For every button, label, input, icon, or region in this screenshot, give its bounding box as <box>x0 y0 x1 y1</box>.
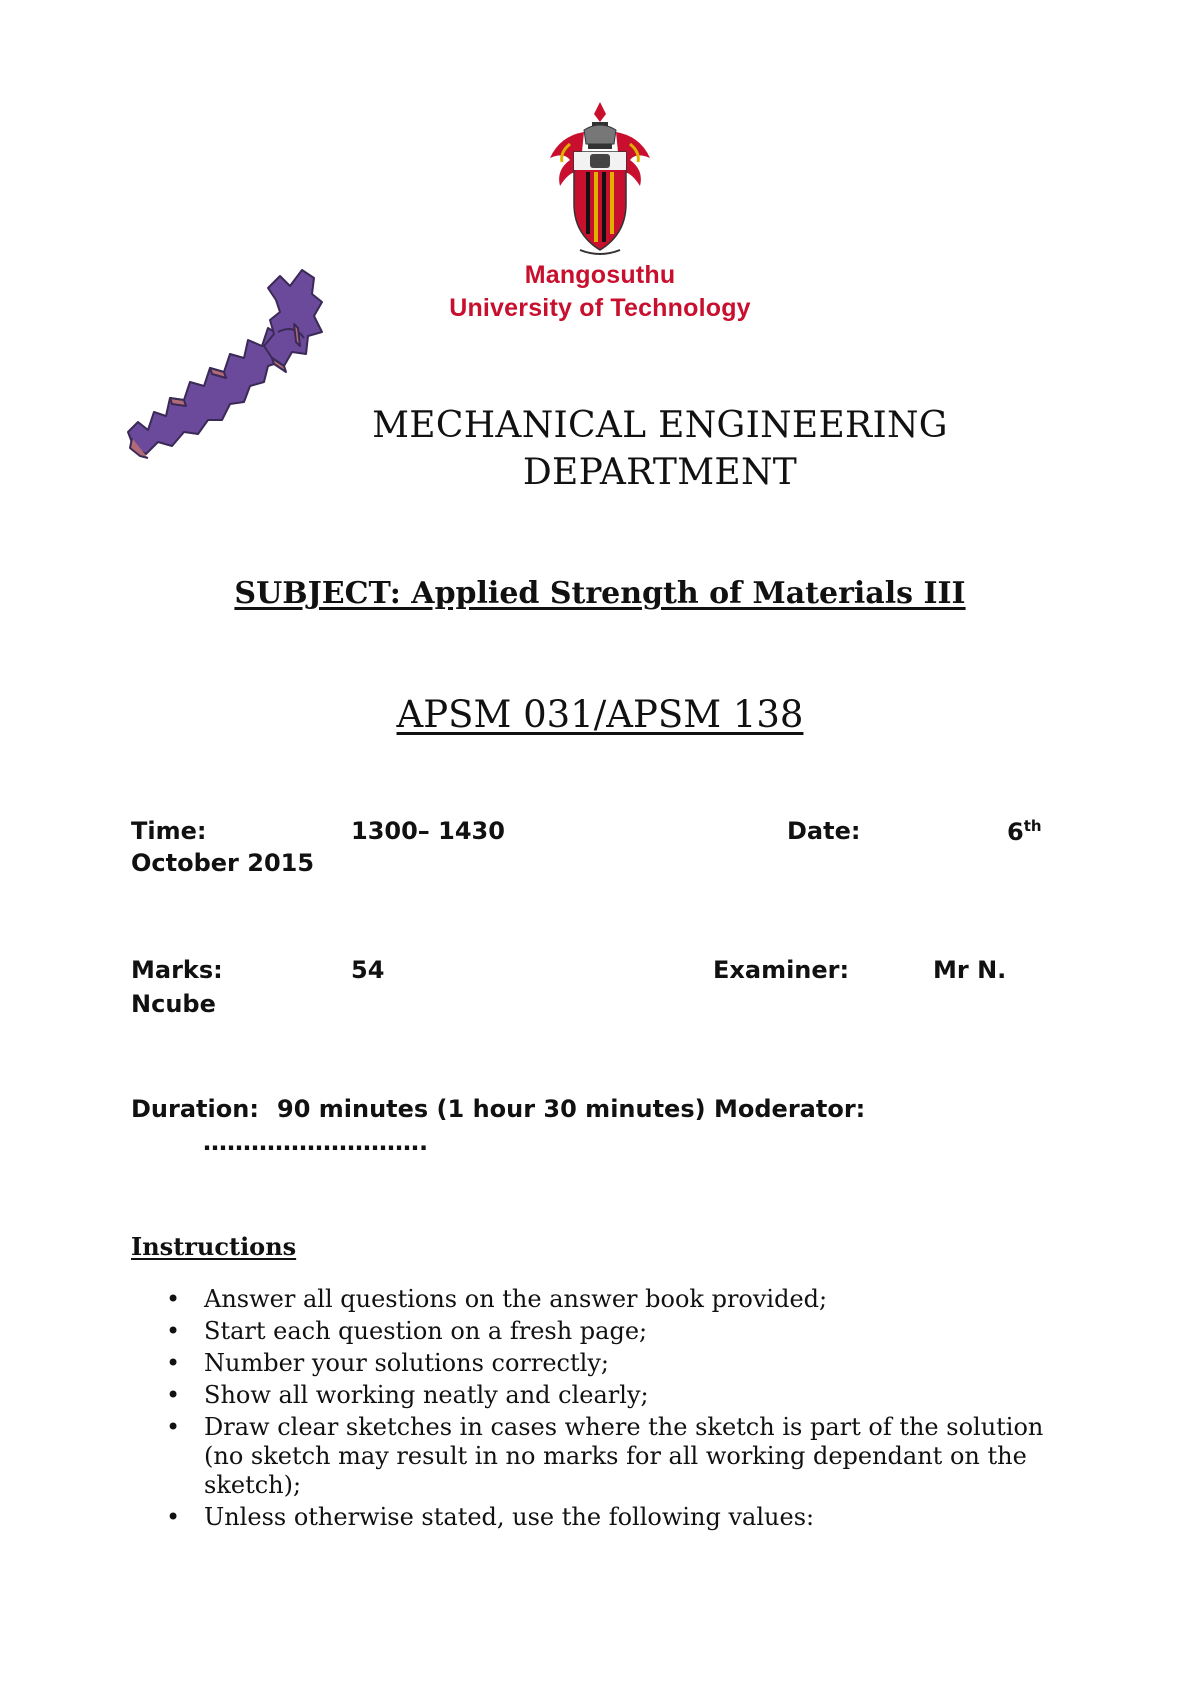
time-label: Time: <box>131 817 207 845</box>
list-item: • Draw clear sketches in cases where the sketch is part of the solution (no sketch may result in no marks for all working dependant on the sketch); <box>166 1413 1066 1500</box>
university-name-line-1: Mangosuthu <box>524 261 676 289</box>
course-code-text: APSM 031/APSM 138 <box>396 693 804 736</box>
subject-line <box>0 576 1200 611</box>
examiner-value-continued: Ncube <box>131 990 216 1018</box>
gears-icon <box>118 262 326 462</box>
marks-label: Marks: <box>131 956 223 984</box>
list-item: • Unless otherwise stated, use the following values: <box>166 1503 1066 1532</box>
date-day <box>1007 817 1042 846</box>
date-day-number: 6 <box>1007 818 1024 846</box>
list-item: • Start each question on a fresh page; <box>166 1317 1066 1346</box>
time-value: 1300– 1430 <box>351 817 505 845</box>
instructions-list <box>166 1285 1066 1535</box>
department-title-line-1: MECHANICAL ENGINEERING <box>372 405 948 446</box>
subject-text: SUBJECT: Applied Strength of Materials III <box>234 576 966 611</box>
list-item: • Show all working neatly and clearly; <box>166 1381 1066 1410</box>
examiner-label: Examiner: <box>713 956 850 984</box>
date-label: Date: <box>787 817 861 845</box>
department-title-line-2: DEPARTMENT <box>522 452 798 493</box>
date-day-suffix: th <box>1023 817 1042 835</box>
date-rest: October 2015 <box>131 849 315 877</box>
university-crest-icon <box>540 100 660 260</box>
duration-label: Duration: <box>131 1095 259 1123</box>
marks-value: 54 <box>351 956 385 984</box>
course-code <box>0 693 1200 736</box>
moderator-label: Moderator: <box>714 1095 866 1123</box>
university-name-line-2: University of Technology <box>449 294 751 322</box>
list-item: • Number your solutions correctly; <box>166 1349 1066 1378</box>
list-item: • Answer all questions on the answer book provided; <box>166 1285 1066 1314</box>
duration-value: 90 minutes (1 hour 30 minutes) <box>277 1095 706 1123</box>
instructions-heading: Instructions <box>131 1232 297 1261</box>
examiner-value: Mr N. <box>933 956 1007 984</box>
moderator-value: ………………………. <box>203 1128 429 1156</box>
